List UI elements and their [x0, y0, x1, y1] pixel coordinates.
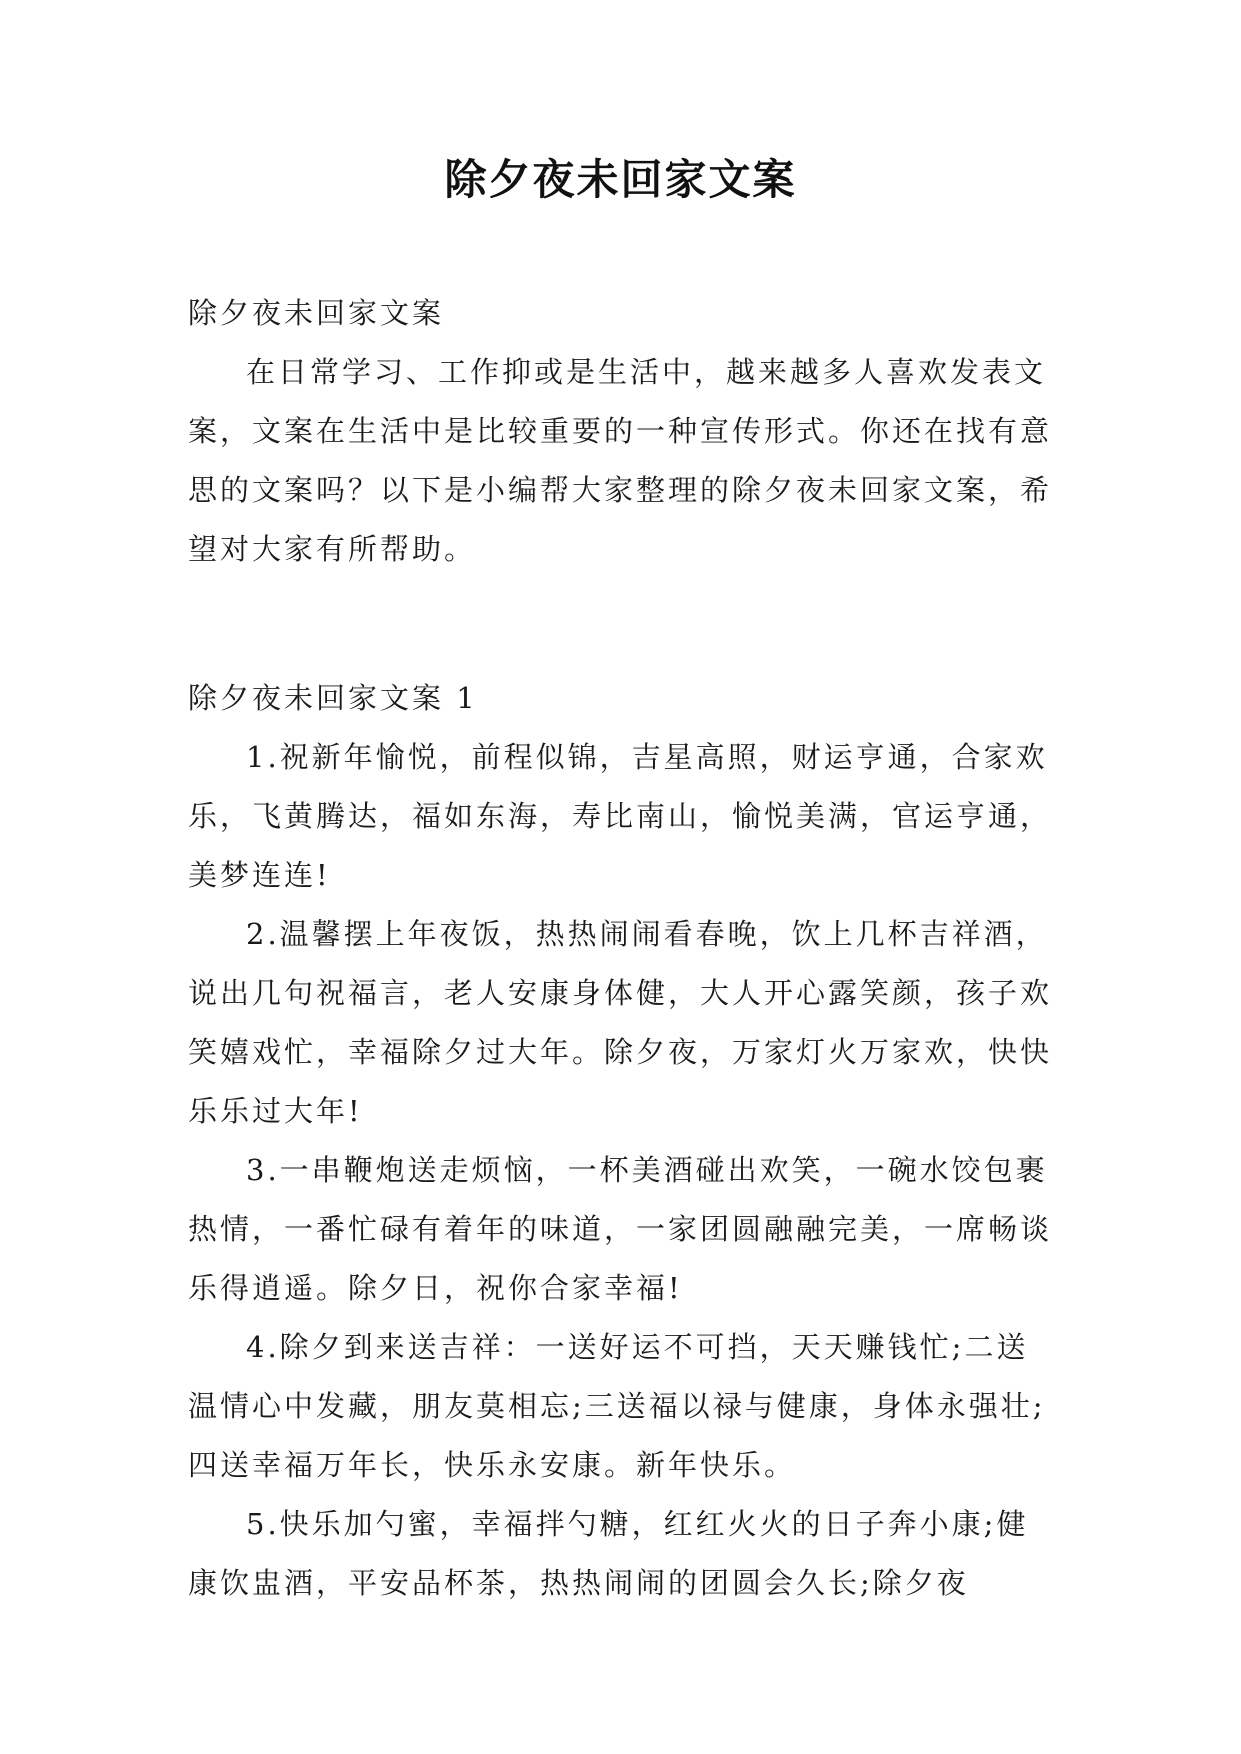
document-title: 除夕夜未回家文案: [444, 155, 797, 204]
section-spacer: [188, 579, 1058, 669]
intro-heading: 除夕夜未回家文案: [188, 296, 445, 330]
list-item: 5.快乐加勺蜜，幸福拌勺糖，红红火火的日子奔小康;健康饮盅酒，平安品杯茶，热热闹闹的团圆会久长;除夕夜: [188, 1507, 1029, 1600]
list-item: 3.一串鞭炮送走烦恼，一杯美酒碰出欢笑，一碗水饺包裹热情，一番忙碌有着年的味道，一家团圆融融完美，一席畅谈乐得逍遥。除夕日，祝你合家幸福!: [188, 1153, 1053, 1305]
section-heading: 除夕夜未回家文案 1: [188, 681, 478, 715]
list-item: 2.温馨摆上年夜饭，热热闹闹看春晚，饮上几杯吉祥酒，说出几句祝福言，老人安康身体健，大人开心露笑颜，孩子欢笑嬉戏忙，幸福除夕过大年。除夕夜，万家灯火万家欢，快快乐乐过大年!: [188, 917, 1053, 1128]
intro-paragraph: 在日常学习、工作抑或是生活中，越来越多人喜欢发表文案，文案在生活中是比较重要的一种宣传形式。你还在找有意思的文案吗？以下是小编帮大家整理的除夕夜未回家文案，希望对大家有所帮助。: [188, 355, 1053, 566]
document-body: [188, 284, 1058, 1613]
list-item: 4.除夕到来送吉祥：一送好运不可挡，天天赚钱忙;二送温情心中发藏，朋友莫相忘;三送福以禄与健康，身体永强壮;四送幸福万年长，快乐永安康。新年快乐。: [188, 1330, 1046, 1482]
list-item: 1.祝新年愉悦，前程似锦，吉星高照，财运亨通，合家欢乐，飞黄腾达，福如东海，寿比南山，愉悦美满，官运亨通，美梦连连!: [188, 740, 1053, 892]
